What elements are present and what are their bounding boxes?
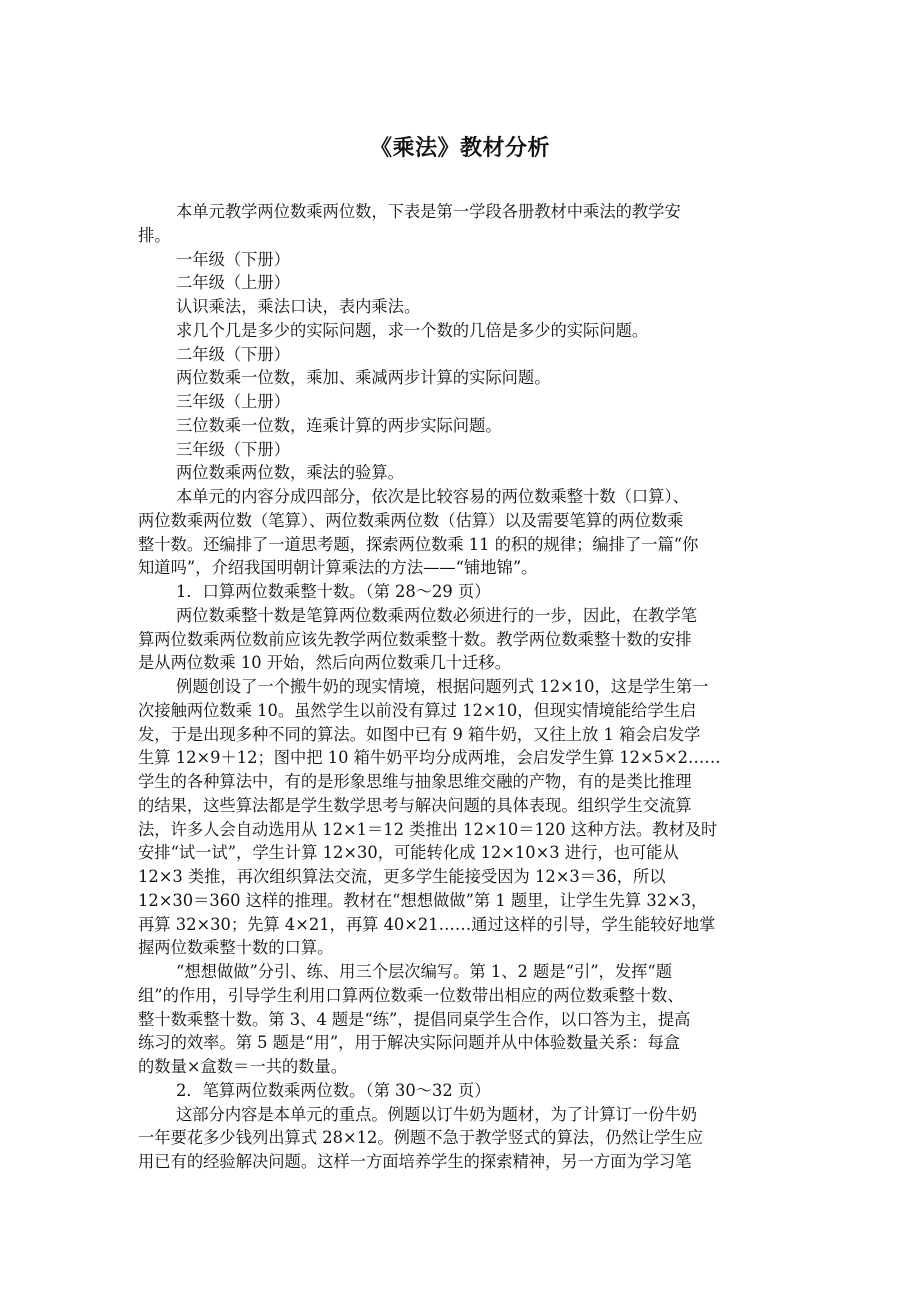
text-line: 安排“试一试”，学生计算 12×30，可能转化成 12×10×3 进行，也可能从 — [138, 843, 679, 863]
text-line: 三位数乘一位数，连乘计算的两步实际问题。 — [176, 415, 502, 435]
text-line: 整十数乘整十数。第 3、4 题是“练”，提倡同桌学生合作，以口答为主，提高 — [138, 1009, 691, 1029]
text-line: 法，许多人会自动选用从 12×1＝12 类推出 12×10＝120 这种方法。教材及时 — [138, 819, 718, 839]
text-line: 整十数。还编排了一道思考题，探索两位数乘 11 的积的规律；编排了一篇“你 — [138, 534, 699, 554]
text-line: 发，于是出现多种不同的算法。如图中已有 9 箱牛奶，又往上放 1 箱会启发学 — [138, 724, 701, 744]
text-line: 学生的各种算法中，有的是形象思维与抽象思维交融的产物，有的是类比推理 — [138, 772, 692, 791]
text-line: 的数量×盒数＝一共的数量。 — [138, 1057, 348, 1076]
text-line: 算两位数乘两位数前应该先教学两位数乘整十数。教学两位数乘整十数的安排 — [138, 629, 692, 649]
text-line: 用已有的经验解决问题。这样一方面培养学生的探索精神，另一方面为学习笔 — [138, 1152, 692, 1171]
text-line: 再算 32×30；先算 4×21，再算 40×21……通过这样的引导，学生能较好地掌 — [138, 914, 716, 934]
text-line: “想想做做”分引、练、用三个层次编写。第 1、2 题是“引”，发挥“题 — [176, 962, 673, 981]
text-line: 的结果，这些算法都是学生数学思考与解决问题的具体表现。组织学生交流算 — [138, 795, 692, 815]
document-body — [138, 200, 788, 1174]
text-line: 一年要花多少钱列出算式 28×12。例题不急于教学竖式的算法，仍然让学生应 — [138, 1128, 703, 1148]
text-line: 三年级（下册） — [176, 439, 290, 459]
text-line: 一年级（下册） — [176, 249, 290, 269]
text-line: 排。 — [138, 225, 171, 245]
text-line: 三年级（上册） — [176, 392, 290, 411]
text-line: 两位数乘整十数是笔算两位数乘两位数必须进行的一步，因此，在教学笔 — [176, 605, 698, 625]
text-line: 例题创设了一个搬牛奶的现实情境，根据问题列式 12×10，这是学生第一 — [176, 677, 709, 696]
text-line: 二年级（上册） — [176, 273, 290, 293]
text-line: 本单元的内容分成四部分，依次是比较容易的两位数乘整十数（口算）、 — [176, 487, 689, 506]
text-line: 12×3 类推，再次组织算法交流，更多学生能接受因为 12×3＝36，所以 — [138, 867, 666, 886]
text-line: 握两位数乘整十数的口算。 — [138, 938, 334, 958]
text-line: 1．口算两位数乘整十数。（第 28～29 页） — [176, 582, 491, 601]
text-line: 生算 12×9＋12；图中把 10 箱牛奶平均分成两堆，会启发学生算 12×5×2…… — [138, 748, 721, 768]
text-line: 是从两位数乘 10 开始，然后向两位数乘几十迁移。 — [138, 653, 511, 673]
text-line: 求几个几是多少的实际问题，求一个数的几倍是多少的实际问题。 — [176, 320, 649, 340]
text-line: 12×30＝360 这样的推理。教材在“想想做做”第 1 题里，让学生先算 32×3， — [138, 890, 708, 910]
text-line: 认识乘法，乘法口诀，表内乘法。 — [176, 297, 421, 316]
text-line: 知道吗”，介绍我国明朝计算乘法的方法——“铺地锦”。 — [138, 558, 538, 578]
text-line: 本单元教学两位数乘两位数，下表是第一学段各册教材中乘法的教学安 — [176, 202, 681, 221]
text-line: 二年级（下册） — [176, 344, 290, 364]
text-line: 这部分内容是本单元的重点。例题以订牛奶为题材，为了计算订一份牛奶 — [176, 1104, 698, 1124]
document-title: 《乘法》教材分析 — [369, 136, 550, 161]
text-line: 两位数乘一位数，乘加、乘减两步计算的实际问题。 — [176, 368, 551, 388]
text-line: 两位数乘两位数（笔算）、两位数乘两位数（估算）以及需要笔算的两位数乘 — [138, 510, 684, 530]
text-line: 组”的作用，引导学生利用口算两位数乘一位数带出相应的两位数乘整十数、 — [138, 985, 684, 1005]
text-line: 次接触两位数乘 10。虽然学生以前没有算过 12×10，但现实情境能给学生启 — [138, 700, 697, 720]
text-line: 练习的效率。第 5 题是“用”，用于解决实际问题并从中体验数量关系：每盒 — [138, 1033, 681, 1053]
text-line: 2．笔算两位数乘两位数。（第 30～32 页） — [176, 1080, 491, 1100]
text-line: 两位数乘两位数，乘法的验算。 — [176, 463, 404, 483]
